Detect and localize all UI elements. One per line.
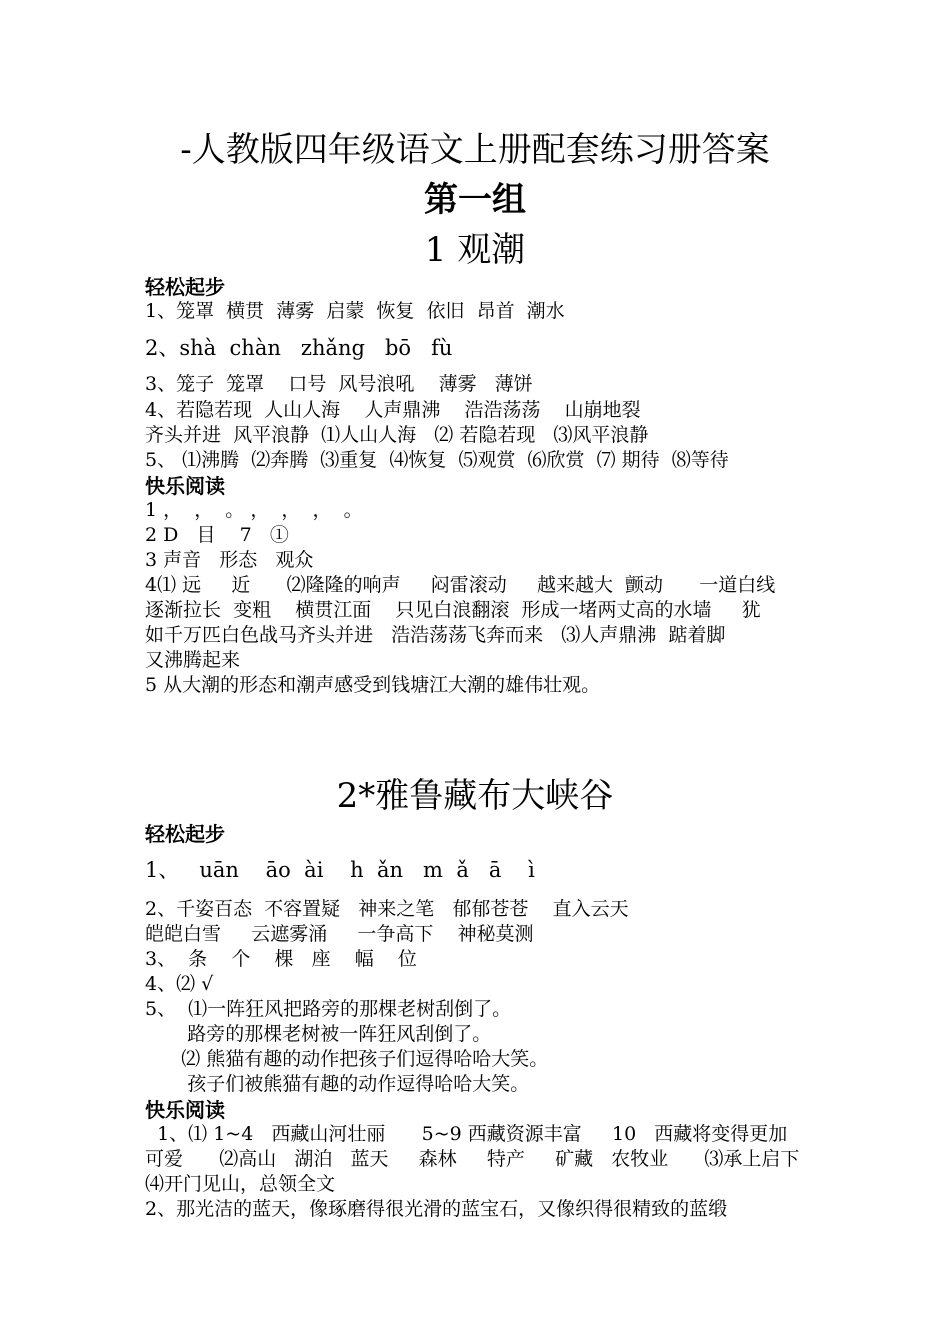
document-title: -人教版四年级语文上册配套练习册答案 [180, 130, 770, 170]
lesson-2-answer-line: 1、 uān āo ài h ǎn m ǎ ā ì [145, 858, 535, 882]
lesson-2-section-easy-start: 轻松起步 [145, 822, 225, 846]
lesson-2-answer-line: 3、 条 个 棵 座 幅 位 [145, 948, 417, 970]
lesson-2-answer-line: ⑵ 熊猫有趣的动作把孩子们逗得哈哈大笑。 [145, 1048, 549, 1070]
lesson-2-answer-line: 2、千姿百态 不容置疑 神来之笔 郁郁苍苍 直入云天 [145, 898, 629, 920]
lesson-1-answer-line: 2、shà chàn zhǎng bō fù [145, 336, 453, 360]
lesson-2-answer-line: 4、⑵ √ [145, 973, 214, 995]
lesson-2-title: 2*雅鲁藏布大峡谷 [336, 776, 614, 816]
lesson-1-reading-line: 3 声音 形态 观众 [145, 549, 314, 571]
lesson-1-reading-line: 又沸腾起来 [145, 649, 241, 671]
group-title: 第一组 [424, 180, 526, 220]
lesson-1-answer-line: 4、若隐若现 人山人海 人声鼎沸 浩浩荡荡 山崩地裂 [145, 399, 641, 421]
lesson-2-answer-line: 皑皑白雪 云遮雾涌 一争高下 神秘莫测 [145, 923, 534, 945]
lesson-2-reading-line: ⑷开门见山，总领全文 [145, 1173, 336, 1195]
lesson-1-answer-line: 齐头并进 风平浪静 ⑴人山人海 ⑵ 若隐若现 ⑶风平浪静 [145, 424, 649, 446]
lesson-1-reading-line: 2 D 目 7 ① [145, 524, 289, 546]
lesson-1-section-easy-start: 轻松起步 [145, 275, 225, 299]
lesson-1-reading-line: 逐渐拉长 变粗 横贯江面 只见白浪翻滚 形成一堵两丈高的水墙 犹 [145, 599, 761, 621]
lesson-1-reading-line: 5 从大潮的形态和潮声感受到钱塘江大潮的雄伟壮观。 [145, 674, 601, 696]
lesson-1-answer-line: 5、 ⑴沸腾 ⑵奔腾 ⑶重复 ⑷恢复 ⑸观赏 ⑹欣赏 ⑺ 期待 ⑻等待 [145, 449, 729, 471]
lesson-2-answer-line: 路旁的那棵老树被一阵狂风刮倒了。 [145, 1023, 492, 1045]
lesson-2-reading-line: 1、⑴ 1~4 西藏山河壮丽 5~9 西藏资源丰富 10 西藏将变得更加 [145, 1123, 788, 1145]
lesson-1-section-happy-reading: 快乐阅读 [145, 474, 225, 498]
lesson-1-answer-line: 3、笼子 笼罩 口号 风号浪吼 薄雾 薄饼 [145, 373, 533, 395]
lesson-2-answer-line: 5、 ⑴一阵狂风把路旁的那棵老树刮倒了。 [145, 998, 512, 1020]
lesson-2-section-happy-reading: 快乐阅读 [145, 1098, 225, 1122]
lesson-2-reading-line: 2、那光洁的蓝天，像琢磨得很光滑的蓝宝石，又像织得很精致的蓝缎 [145, 1198, 728, 1220]
lesson-2-answer-line: 孩子们被熊猫有趣的动作逗得哈哈大笑。 [145, 1073, 530, 1095]
lesson-1-reading-line: 如千万匹白色战马齐头并进 浩浩荡荡飞奔而来 ⑶人声鼎沸 踮着脚 [145, 624, 726, 646]
lesson-1-answer-line: 1、笼罩 横贯 薄雾 启蒙 恢复 依旧 昂首 潮水 [145, 300, 565, 322]
lesson-1-reading-line: 1 ， ， 。 ， ， ， 。 [145, 499, 363, 521]
lesson-2-reading-line: 可爱 ⑵高山 湖泊 蓝天 森林 特产 矿藏 农牧业 ⑶承上启下 [145, 1148, 800, 1170]
lesson-1-reading-line: 4⑴ 远 近 ⑵隆隆的响声 闷雷滚动 越来越大 颤动 一道白线 [145, 574, 776, 596]
lesson-1-title: 1 观潮 [424, 230, 526, 270]
